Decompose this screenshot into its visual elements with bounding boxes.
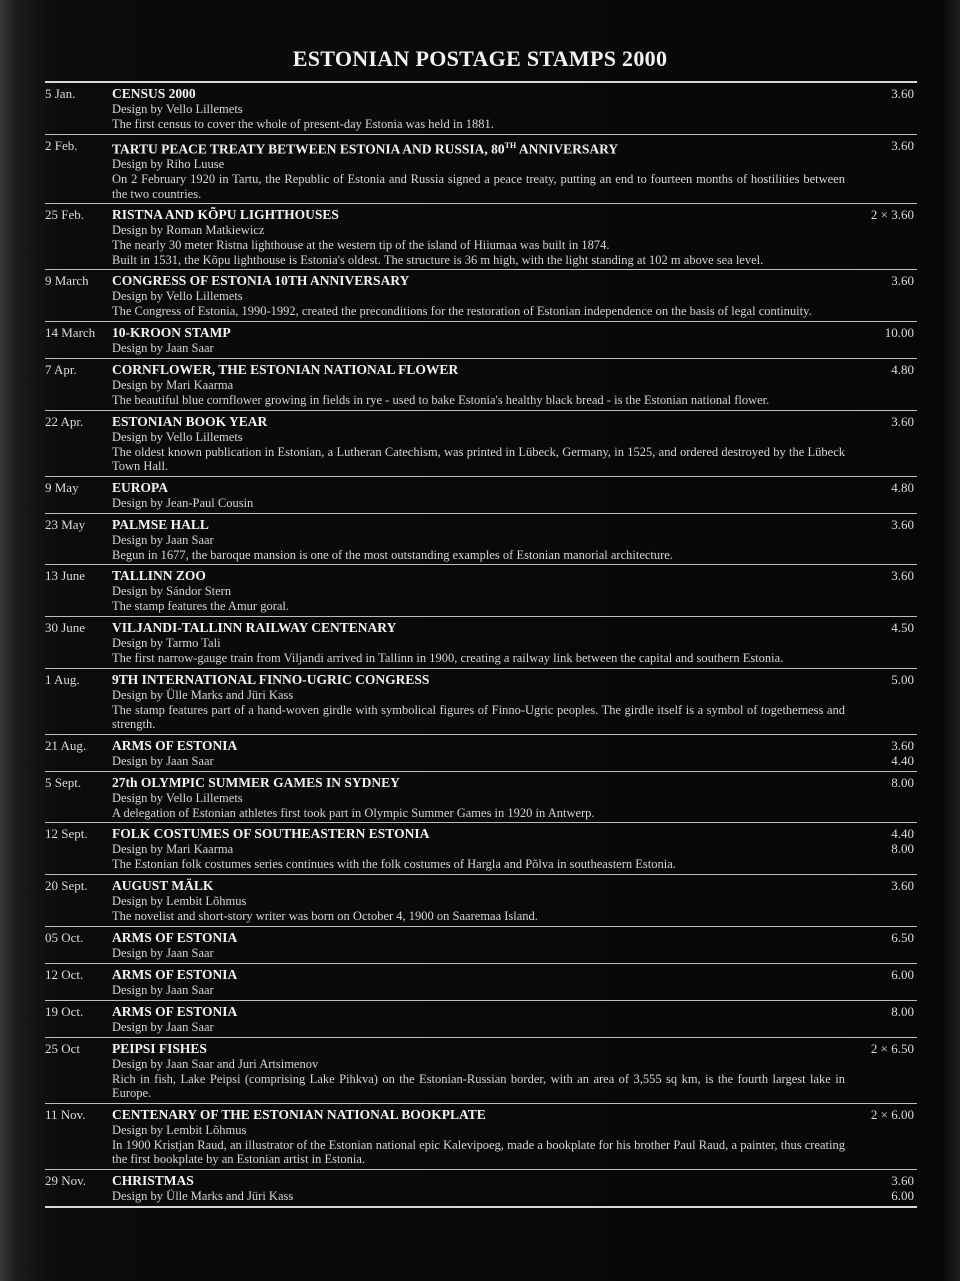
issue-date: 11 Nov. <box>45 1106 86 1122</box>
stamp-entry <box>45 1170 917 1208</box>
stamp-description: In 1900 Kristjan Raud, an illustrator of the Estonian national epic Kalevipoeg, made a bookplate for his brother Paul Raud, a painter, thus creating the first bookplate by an Estonian artist in Estonia. <box>112 1137 845 1167</box>
designer-credit: Design by Lembit Lõhmus <box>112 1122 247 1137</box>
designer-credit: Design by Vello Lillemets <box>112 429 243 444</box>
stamp-description: A delegation of Estonian athletes first took part in Olympic Summer Games in 1920 in Antwerp. <box>112 805 595 820</box>
face-value: 4.80 <box>891 479 914 495</box>
issue-date: 20 Sept. <box>45 878 88 893</box>
entry-body <box>112 325 845 356</box>
issue-date: 25 Oct <box>45 1040 81 1056</box>
designer-credit: Design by Jaan Saar and Juri Artsimenov <box>112 1056 319 1071</box>
issue-date: 1 Aug. <box>45 671 80 687</box>
face-values <box>891 414 914 429</box>
stamp-name <box>112 480 845 496</box>
issue-date: 5 Sept. <box>45 774 82 790</box>
designer-credit: Design by Ülle Marks and Jüri Kass <box>112 1188 294 1203</box>
face-value: 3.60 <box>891 516 914 532</box>
stamp-name <box>112 826 845 842</box>
stamp-entry <box>45 1038 917 1104</box>
face-value: 4.50 <box>891 620 914 636</box>
face-values <box>891 480 914 495</box>
designer-credit: Design by Roman Matkiewicz <box>112 223 265 238</box>
stamp-name-text: TALLINN ZOO <box>112 568 206 584</box>
face-values <box>891 86 914 101</box>
stamp-description: The stamp features the Amur goral. <box>112 599 290 614</box>
stamp-entry <box>45 823 917 875</box>
face-value: 4.80 <box>891 362 914 378</box>
entry-body <box>112 517 845 563</box>
entry-body <box>112 930 845 961</box>
stamp-name <box>112 568 845 584</box>
face-values <box>871 1107 914 1122</box>
stamp-entry <box>45 1104 917 1170</box>
stamp-name-text: ARMS OF ESTONIA <box>112 737 238 753</box>
entry-body <box>112 826 845 872</box>
face-values <box>891 517 914 532</box>
entry-body <box>112 775 845 821</box>
stamp-entry <box>45 1001 917 1038</box>
stamp-name-text: 10-KROON STAMP <box>112 325 231 341</box>
face-values <box>891 775 914 790</box>
stamp-description: The Estonian folk costumes series continues with the folk costumes of Hargla and Põlva in southeastern Estonia. <box>112 857 676 872</box>
designer-credit: Design by Sándor Stern <box>112 584 232 599</box>
face-value: 3.60 <box>891 413 914 429</box>
face-values <box>891 738 914 768</box>
entry-body <box>112 1004 845 1035</box>
designer-credit: Design by Tarmo Tali <box>112 636 221 651</box>
stamp-name-text: PALMSE HALL <box>112 516 209 532</box>
entry-body <box>112 273 845 319</box>
face-values <box>871 1041 914 1056</box>
stamp-entry <box>45 204 917 270</box>
issue-date: 25 Feb. <box>45 207 84 223</box>
face-value: 8.00 <box>891 841 914 857</box>
face-value: 5.00 <box>891 671 914 687</box>
issue-date: 9 March <box>45 273 89 289</box>
issue-date: 29 Nov. <box>45 1172 87 1188</box>
issue-date: 9 May <box>45 479 79 495</box>
stamp-entry <box>45 135 917 205</box>
stamp-name-tail: ANNIVERSARY <box>516 141 619 157</box>
stamp-description: The novelist and short-story writer was born on October 4, 1900 on Saaremaa Island. <box>112 909 538 923</box>
stamp-name-text: ARMS OF ESTONIA <box>112 929 238 945</box>
stamp-name <box>112 325 845 341</box>
face-values <box>891 620 914 635</box>
stamp-name <box>112 1173 845 1189</box>
stamp-name-text: CORNFLOWER, THE ESTONIAN NATIONAL FLOWER <box>112 362 459 378</box>
stamp-description: Rich in fish, Lake Peipsi (comprising Lake Pihkva) on the Estonian-Russian border, with an area of 3,555 sq km, is the fourth largest lake in Europe. <box>112 1071 845 1101</box>
stamp-name-text: PEIPSI FISHES <box>112 1040 207 1056</box>
stamp-entry <box>45 772 917 824</box>
stamp-name-superscript: TH <box>504 140 517 150</box>
stamp-name <box>112 138 845 158</box>
stamp-description: The first narrow-gauge train from Viljandi arrived in Tallinn in 1900, creating a railway link between the capital and southern Estonia. <box>112 651 784 666</box>
entry-body <box>112 878 845 924</box>
face-value: 4.40 <box>891 752 914 768</box>
stamp-entry <box>45 359 917 411</box>
issue-date: 05 Oct. <box>45 929 84 945</box>
issue-date: 19 Oct. <box>45 1003 84 1019</box>
stamp-entry <box>45 565 917 617</box>
page-edge <box>942 0 960 1281</box>
stamp-name-text: CONGRESS OF ESTONIA 10TH ANNIVERSARY <box>112 273 410 289</box>
stamp-name <box>112 672 845 688</box>
entry-body <box>112 414 845 474</box>
face-values <box>891 672 914 687</box>
stamp-name-text: CENTENARY OF THE ESTONIAN NATIONAL BOOKPLATE <box>112 1106 486 1122</box>
entry-body <box>112 1107 845 1167</box>
face-values <box>891 967 914 982</box>
stamp-list <box>45 83 917 1208</box>
face-value: 2 × 6.50 <box>870 1040 914 1056</box>
stamp-name <box>112 775 845 791</box>
stamp-name-text: RISTNA AND KÕPU LIGHTHOUSES <box>112 207 339 223</box>
face-values <box>871 207 914 222</box>
stamp-entry <box>45 477 917 514</box>
stamp-name-text: ARMS OF ESTONIA <box>112 966 238 982</box>
entry-body <box>112 1173 845 1204</box>
stamp-name <box>112 86 845 102</box>
face-value: 6.00 <box>891 966 914 982</box>
stamp-entry <box>45 875 917 927</box>
stamp-name <box>112 620 845 636</box>
designer-credit: Design by Jaan Saar <box>112 945 214 960</box>
designer-credit: Design by Riho Luuse <box>112 157 225 172</box>
issue-date: 12 Sept. <box>45 826 88 842</box>
stamp-entry <box>45 322 917 359</box>
face-value: 3.60 <box>891 1172 914 1188</box>
issue-date: 30 June <box>45 620 86 636</box>
stamp-entry <box>45 735 917 772</box>
face-value: 3.60 <box>891 86 914 101</box>
designer-credit: Design by Mari Kaarma <box>112 842 234 857</box>
issue-date: 23 May <box>45 516 86 532</box>
stamp-name-text: VILJANDI-TALLINN RAILWAY CENTENARY <box>112 620 397 636</box>
entry-body <box>112 86 845 132</box>
issue-date: 14 March <box>45 325 96 341</box>
entry-body <box>112 967 845 998</box>
stamp-name <box>112 930 845 946</box>
designer-credit: Design by Lembit Lõhmus <box>112 894 247 908</box>
entry-body <box>112 568 845 614</box>
entry-body <box>112 480 845 511</box>
designer-credit: Design by Jaan Saar <box>112 341 214 356</box>
stamp-name <box>112 1004 845 1020</box>
face-values <box>891 273 914 288</box>
designer-credit: Design by Vello Lillemets <box>112 102 243 116</box>
stamp-entry <box>45 411 917 477</box>
stamp-description-2: Built in 1531, the Kõpu lighthouse is Estonia's oldest. The structure is 36 m high, with the light standing at 102 m above sea level. <box>112 252 764 267</box>
stamp-name <box>112 1041 845 1057</box>
stamp-name-text: ARMS OF ESTONIA <box>112 1003 238 1019</box>
stamp-entry <box>45 83 917 135</box>
designer-credit: Design by Ülle Marks and Jüri Kass <box>112 687 294 702</box>
face-value: 8.00 <box>891 774 914 790</box>
designer-credit: Design by Jaan Saar <box>112 532 214 547</box>
stamp-name <box>112 878 845 894</box>
stamp-name-text: CHRISTMAS <box>112 1172 194 1188</box>
face-value: 2 × 3.60 <box>870 207 914 223</box>
designer-credit: Design by Jean-Paul Cousin <box>112 495 254 510</box>
designer-credit: Design by Jaan Saar <box>112 1019 214 1034</box>
stamp-name <box>112 738 845 754</box>
face-value: 8.00 <box>891 1003 914 1019</box>
stamp-name-text: 27th OLYMPIC SUMMER GAMES IN SYDNEY <box>112 774 400 790</box>
entry-body <box>112 362 845 408</box>
stamp-name-text: TARTU PEACE TREATY BETWEEN ESTONIA AND RUSSIA, 80 <box>112 141 505 157</box>
face-value: 4.40 <box>891 826 914 842</box>
stamp-description: On 2 February 1920 in Tartu, the Republic of Estonia and Russia signed a peace treaty, putting an end to fourteen months of hostilities between the two countries. <box>112 172 845 201</box>
stamp-description: The Congress of Estonia, 1990-1992, created the preconditions for the restoration of Estonian independence on the basis of legal continuity. <box>112 304 812 319</box>
stamp-name <box>112 1107 845 1123</box>
face-values <box>891 1004 914 1019</box>
stamp-name <box>112 273 845 289</box>
stamp-description: The stamp features part of a hand-woven girdle with symbolical figures of Finno-Ugric peoples. The girdle itself is a symbol of togetherness and strength. <box>112 702 845 732</box>
stamp-name-text: 9TH INTERNATIONAL FINNO-UGRIC CONGRESS <box>112 671 430 687</box>
stamp-description: The oldest known publication in Estonian, a Lutheran Catechism, was printed in Lübeck, Germany, in 1525, and ordered destroyed by the Lübeck Town Hall. <box>112 444 845 474</box>
face-values <box>891 878 914 893</box>
face-value: 3.60 <box>891 137 914 153</box>
face-value: 3.60 <box>891 737 914 753</box>
stamp-description: The first census to cover the whole of present-day Estonia was held in 1881. <box>112 117 494 131</box>
stamp-name <box>112 207 845 223</box>
entry-body <box>112 207 845 267</box>
issue-date: 7 Apr. <box>45 362 77 378</box>
stamp-name-text: CENSUS 2000 <box>112 86 196 101</box>
issue-date: 2 Feb. <box>45 137 78 153</box>
stamp-name-text: ESTONIAN BOOK YEAR <box>112 413 268 429</box>
issue-date: 13 June <box>45 568 86 584</box>
face-values <box>891 138 914 153</box>
face-values <box>891 1173 914 1203</box>
entry-body <box>112 620 845 666</box>
entry-body <box>112 672 845 732</box>
stamp-entry <box>45 964 917 1001</box>
stamp-description: The nearly 30 meter Ristna lighthouse at the western tip of the island of Hiiumaa was built in 1874. <box>112 238 610 253</box>
face-value: 3.60 <box>891 568 914 584</box>
issue-date: 22 Apr. <box>45 413 84 429</box>
designer-credit: Design by Mari Kaarma <box>112 378 234 393</box>
stamp-name-text: EUROPA <box>112 479 168 495</box>
stamp-entry <box>45 617 917 669</box>
designer-credit: Design by Vello Lillemets <box>112 790 243 805</box>
issue-date: 5 Jan. <box>45 86 76 101</box>
designer-credit: Design by Jaan Saar <box>112 982 214 997</box>
entry-body <box>112 1041 845 1101</box>
stamp-name-text: FOLK COSTUMES OF SOUTHEASTERN ESTONIA <box>112 826 430 842</box>
issue-date: 12 Oct. <box>45 966 84 982</box>
page-title: ESTONIAN POSTAGE STAMPS 2000 <box>292 46 668 71</box>
face-values <box>891 930 914 945</box>
face-value: 6.50 <box>891 929 914 945</box>
face-value: 10.00 <box>884 325 914 341</box>
designer-credit: Design by Jaan Saar <box>112 753 214 768</box>
designer-credit: Design by Vello Lillemets <box>112 289 243 304</box>
stamp-name <box>112 362 845 378</box>
entry-body <box>112 138 845 202</box>
face-values <box>891 362 914 377</box>
face-value: 3.60 <box>891 878 914 893</box>
face-values <box>891 568 914 583</box>
stamp-description: The beautiful blue cornflower growing in fields in rye - used to bake Estonia's healthy black bread - is the Estonian national flower. <box>112 393 770 408</box>
stamp-entry <box>45 927 917 964</box>
stamp-entry <box>45 270 917 322</box>
face-value: 6.00 <box>891 1187 914 1203</box>
face-value: 2 × 6.00 <box>870 1106 914 1122</box>
entry-body <box>112 738 845 769</box>
stamp-name <box>112 967 845 983</box>
face-values <box>891 826 914 856</box>
stamp-entry <box>45 514 917 566</box>
stamp-name-text: AUGUST MÄLK <box>112 878 214 893</box>
issue-date: 21 Aug. <box>45 737 87 753</box>
face-value: 3.60 <box>891 273 914 289</box>
stamp-name <box>112 517 845 533</box>
stamp-entry <box>45 669 917 735</box>
stamp-description: Begun in 1677, the baroque mansion is one of the most outstanding examples of Estonian manorial architecture. <box>112 547 673 562</box>
stamp-name <box>112 414 845 430</box>
face-values <box>885 325 914 340</box>
